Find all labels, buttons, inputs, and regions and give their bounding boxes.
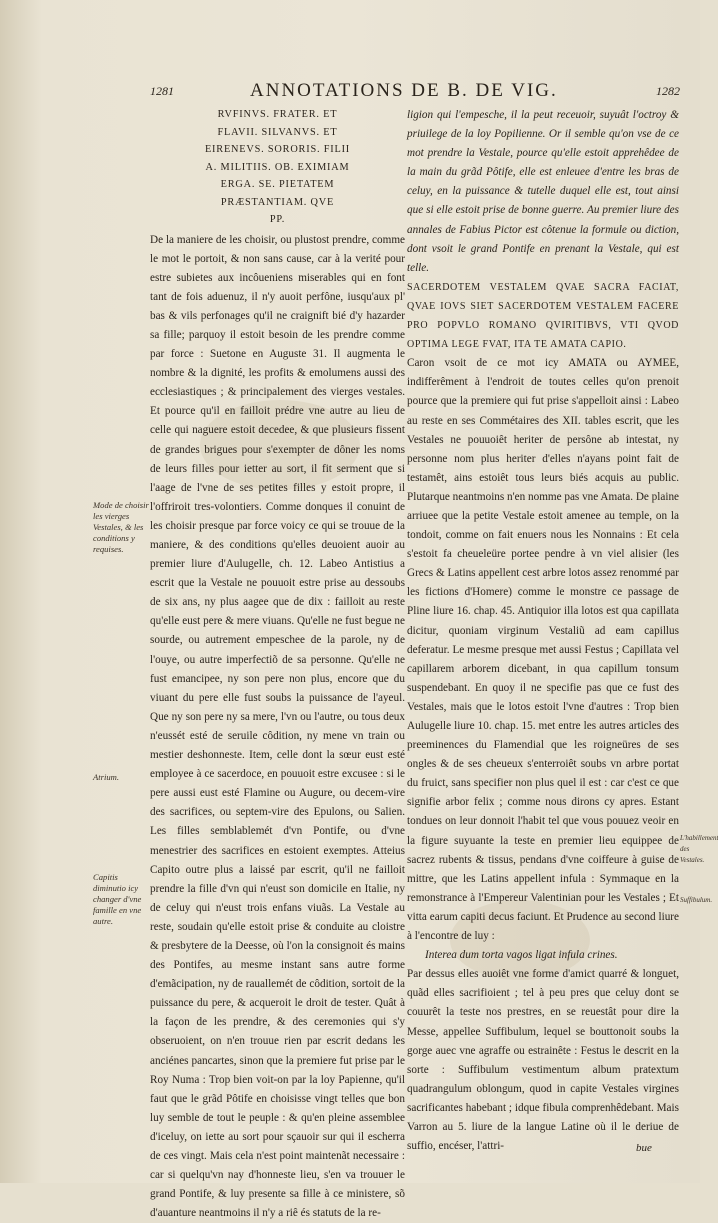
margin-note-suffibulum: Suffibulum. bbox=[680, 895, 700, 906]
latin-formula: SACERDOTEM VESTALEM QVAE SACRA FACIAT, QVAE IOVS SIET SACERDOTEM VESTALEM FACERE PRO POPVLO ROMANO QVIRITIBVS, VTI QVOD OPTIMA LEGE FVAT, ITA TE AMATA CAPIO. bbox=[407, 278, 679, 354]
inscription-line: FLAVII. SILVANVS. ET bbox=[150, 124, 405, 142]
latin-inscription bbox=[150, 106, 405, 229]
page-header bbox=[150, 80, 680, 104]
margin-note-habillement: L'habillement des Vestales. bbox=[680, 833, 700, 866]
catchword: bue bbox=[636, 1142, 652, 1154]
body-paragraph: Par dessus elles auoiêt vne forme d'amict quarré & longuet, quãd elles sacrifioient ; tel à peu pres que celuy dont se couurêt la teste nos prestres, en se reuestât pour dire la Messe, appellee Suffibulum, lequel se bouttonoit soubs la gorge auec vne agraffe ou estrainête : Festus le descrit en la sorte : Suffibulum vestimentum album pratextum quadrangulum oblongum, quod in capite Vestales virgines sacrificantes habebant ; idque fibula comprenhêdebant. Mais Varron au 5. liure de la langue Latine où il le deriue de suffio, encéser, l'attri- bbox=[407, 965, 679, 1156]
inscription-line: PRÆSTANTIAM. QVE bbox=[150, 194, 405, 212]
page-number-left: 1281 bbox=[150, 84, 174, 99]
inscription-line: ERGA. SE. PIETATEM bbox=[150, 176, 405, 194]
inscription-line: EIRENEVS. SORORIS. FILII bbox=[150, 141, 405, 159]
body-paragraph: Caron vsoit de ce mot icy AMATA ou AYMEE, indifferêment à l'endroit de toutes celles qu'on prenoit pource que la premiere qui fut prise s'appelloit ainsi : Labeo au reste en ses Commétaires des XII. tables escrit, que les Vestales ne pouuoiêt heriter de persône ab intestat, ny personne nom plus heriter d'elles n'ayans point fait de testamêt, ains estoiêt tous leurs biés acquis au public. Plutarque neantmoins n'en nomme pas vne Amata. De plaine arriuee que la petite Vestale estoit amenee au temple, on la tondoit, comme on fait enuers nous les Nonnains : Et cela s'estoit fa cheueleüre portee pendre à vn viel alisier (les Grecs & Latins appellent cest arbre lotos assez renommé par les fictions d'Homere) comme le monstre ce passage de Pline liure 16. chap. 45. Antiquior illa lotos est qua capillata dicitur, quoniam virginum Vestaliũ ad eam capillus deferatur. Le mesme presque met aussi Festus ; Capillata vel capillarem arborem dicebant, in qua capillum tonsum suspendebant. En quoy il ne specifie pas que ce fust des Vestales, mais que le lotos estoit l'vne d'autres : Trop bien Aulugelle liure 10. chap. 15. met entre les autres articles des preeminences du Flamendial que les roigneüres de ses ongles & de ses cheueux s'enterroiêt soubs vn arbre portat du fruict, sans specifier non plus quel il est : car c'est ce que signifie arbor felix ; comme nous dirons cy apres. Estant tondues on leur donnoit l'habit tel que vous pouuez veoir en la figure suyuante la teste en premier lieu equippee de sacrez rubents & tissus, pendans d'vne coiffeure à guise de mittre, que les Latins appellent infula : Symmaque en la remonstrance à l'Empereur Valentinian pour les Vestales ; Et vitta earum capiti decus faciunt. Et Prudence au second liure à l'encontre de luy : bbox=[407, 354, 679, 946]
inscription-line: A. MILITIIS. OB. EXIMIAM bbox=[150, 159, 405, 177]
margin-note-capitis: Capitis diminutio icy changer d'vne famille en vne autre. bbox=[93, 872, 151, 927]
running-title: ANNOTATIONS DE B. DE VIG. bbox=[250, 80, 558, 102]
margin-note-choice: Mode de choisir les vierges Vestales, & les conditions y requises. bbox=[93, 500, 151, 555]
inscription-line: PP. bbox=[150, 211, 405, 229]
verse-quotation: Interea dum torta vagos ligat infula crines. bbox=[407, 946, 679, 965]
right-column bbox=[407, 106, 679, 1156]
margin-note-atrium: Atrium. bbox=[93, 772, 151, 783]
page-number-right: 1282 bbox=[656, 84, 680, 99]
left-column bbox=[150, 106, 405, 1223]
body-paragraph: De la maniere de les choisir, ou plustost prendre, comme le mot le portoit, & non sans cause, car à la verité pour estre subietes aux incôueniens miserables qui en font tant de fois aduenuz, il n'y auoit perfône, iusqu'aux pl' bas & vils perfonages qu'il ne craignift bié d'y hazarder sa fille; parquoy il estoit besoin de les prendre comme par force : Suetone en Auguste 31. Il augmenta le nombre & la dignité, les profits & emolumens aussi des ecclesiastiques ; & principalement des vierges vestales. Et pource qu'il en failloit prédre vne autre au lieu de celle qui naguere estoit decedee, & que plusieurs fissent de grandes brigues pour s'exempter de dôner les noms de leurs filles pour ietter au sort, il fit serment que si l'aage de l'vne de ses petites filles y estoit propre, il l'offriroit tres-volontiers. Comme donques il conuint de les choisir presque par force voicy ce qui se trouue de la maniere, & des conditions qu'elles deuoient auoir au premier liure d'Aulugelle, ch. 12. Labeo Antistius a escrit que la Vestale ne pouuoit estre prise au dessoubs de six ans, ny plus aagee que de dix : failloit au reste qu'elle eust pere & mere viuans. Qu'elle ne fust begue ne sourde, ou autrement empeschee de la parole, ny de l'ouye, ou autre imperfectiõ de sa personne. Qu'elle ne fust emancipee, ny son pere non plus, encore que du viuant du pere elle fust soubs la puissance de l'ayeul. Que ny son pere ny sa mere, l'vn ou l'autre, ou tous deux n'eussét esté de seruile côdition, ny mene vn train ou mestier deshonneste. Item, celle dont la sœur eust esté employee à ce sacerdoce, en pouuoit estre excusee : si le pere aussi eust esté Flamine ou Augure, ou decem-vire des sacrifices, ou septem-vire des Epulons, ou Salien. Les filles semblablemét d'vn Pontife, ou d'vne menestrier des sacrifices en estoient exemptes. Atteius Capito outre plus a laissé par escrit, qu'il ne failloit prendre la fille d'vn qui n'eust son domicile en Italie, ny de celuy qui n'eust trois enfans viuãs. La Vestale au reste, soudain qu'elle estoit prise & conduite au cloistre & presbytere de la Deesse, où l'on la consignoit és mains des Pontifes, au mesme instant sans autre forme d'emãcipation, ny de rauallemét de côdition, sortoit de la puissance du pere, & acqueroit le droit de tester. Quât à la façon de les prendre, & des ceremonies qui s'y obseruoient, on n'en trouue rien par escrit dedans les anciénes pancartes, sinon que la premiere fut prise par le Roy Numa : Trop bien voit-on par la loy Papienne, qu'il faut que le grãd Pôtife en choisisse vingt telles que bon luy semble de tout le peuple : & qu'en pleine assemblee d'iceluy, on iette au sort pour sçauoir sur qui il escherra de ces vingt. Mais cela n'est point maintenãt necessaire : car si quelqu'vn nay d'honneste lieu, s'en va trouuer le grand Pontife, & luy presente sa fille à ce ministere, sõ d'auanture neantmoins il n'y a riê és statuts de la re- bbox=[150, 231, 405, 1223]
inscription-line: RVFINVS. FRATER. ET bbox=[150, 106, 405, 124]
body-paragraph: ligion qui l'empesche, il la peut receuoir, suyuât l'octroy & priuilege de la loy Popilienne. Or il semble qu'on vse de ce mot prendre la Vestale, pource qu'elle estoit apprehêdee de la main du grãd Pôtife, elle est enleuee d'entre les bras de celuy, en la puissance & tutelle duquel elle est, tout ainsi que si elle estoit prise de bonne guerre. Au premier liure des annales de Fabius Pictor est côtenue la formule ou diction, dont vsoit le grand Pontife en prenant la Vestale, qui est telle. bbox=[407, 106, 679, 278]
